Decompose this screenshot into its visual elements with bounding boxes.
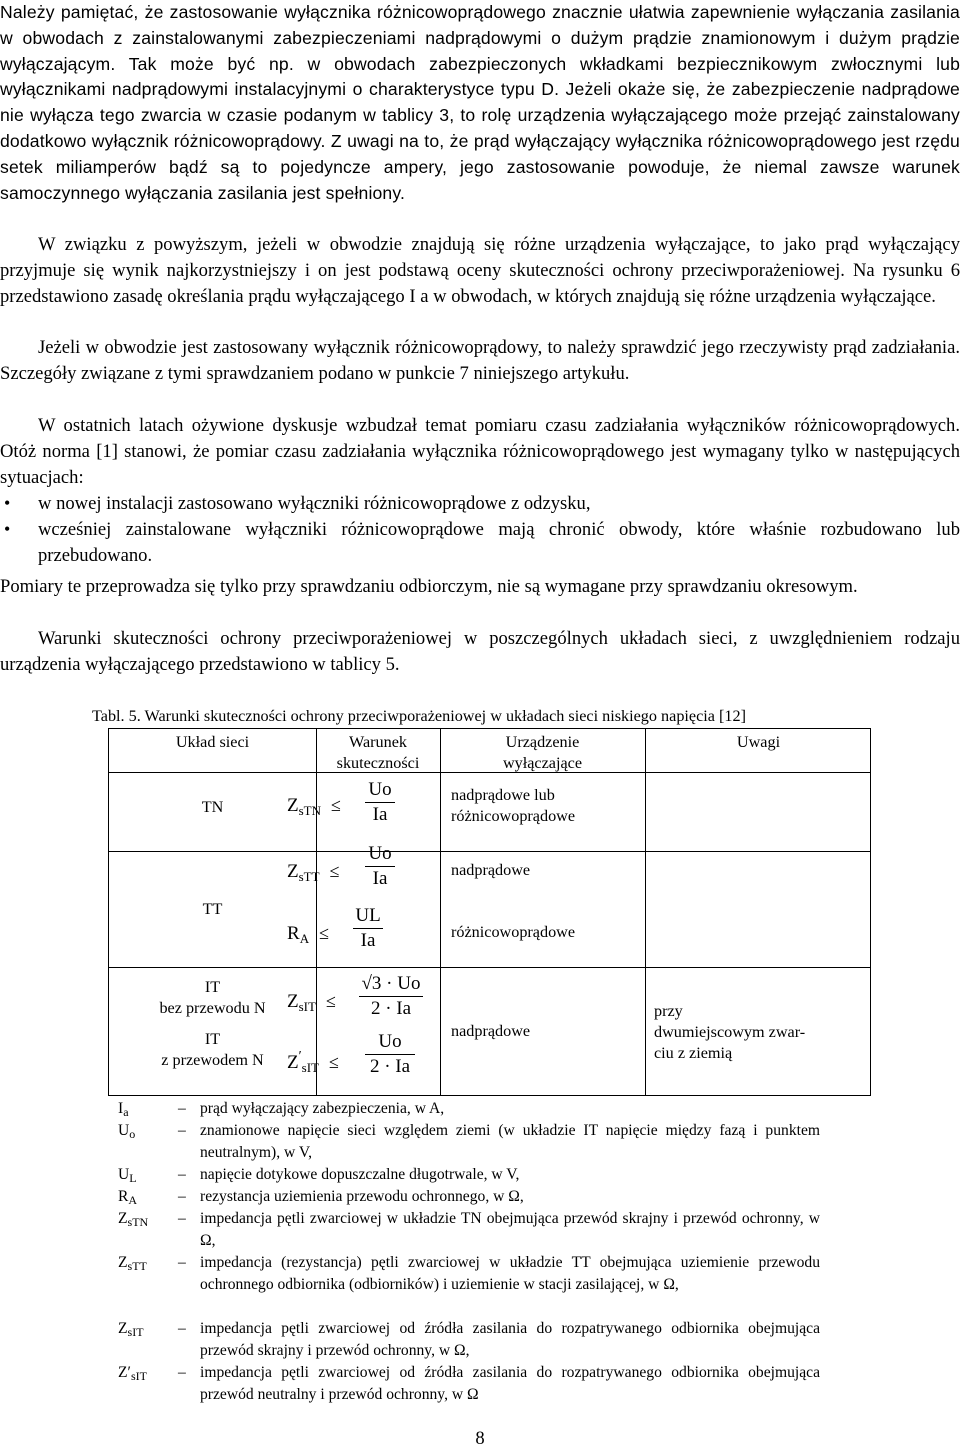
row-tn-device: nadprądowe lub różnicowoprądowe — [451, 786, 576, 825]
row-it-with-n: IT z przewodem N — [161, 1030, 264, 1069]
fraction-it1: √3 · Uo 2 · Ia — [359, 973, 423, 1020]
page-number: 8 — [475, 1428, 485, 1449]
list-item: • w nowej instalacji zastosowano wyłączniki różnicowoprądowe z odzysku, — [0, 491, 960, 517]
header-network: Układ sieci — [175, 733, 250, 751]
paragraph-measurements: Pomiary te przeprowadza się tylko przy sprawdzaniu odbiorczym, nie są wymagane przy sprawdzaniu okresowym. — [0, 576, 858, 597]
paragraph-rcd-time: W ostatnich latach ożywione dyskusje wzbudzał temat pomiaru czasu zadziałania wyłączników różnicowoprądowych. Otóż norma [1] stanowi, że pomiar czasu zadziałania wyłącznika różnicowoprądowego jest wymagany tylko w następujących sytuacjach: — [0, 415, 960, 488]
document-page: Należy pamiętać, że zastosowanie wyłącznika różnicowoprądowego znacznie ułatwia zapewnienie wyłączania zasilania w obwodach z zainstalowanymi zabezpieczeniami nadprądowymi o dużym prądzie znamionowym i dużym prądzie wyłączającym. Tak może być np. w obwodach zabezpieczonych wkładkami bezpiecznikowym zwłocznymi lub wyłącznikami nadprądowymi instalacyjnymi o charakterystyce typu D. Jeżeli okaże się, że zabezpieczenie nadprądowe nie wyłącza tego zwarcia w czasie podanym w tablicy 3, to rolę urządzenia wyłączającego może przejąć zainstalowany dodatkowo wyłącznik różnicowoprądowy. Z uwagi na to, że prąd wyłączający wyłącznika różnicowoprądowego jest rzędu setek miliamperów bądź są to pojedyncze ampery, jego zastosowanie powoduje, że niemal zawsze warunek samoczynnego wyłączania zasilania jest spełniony. W związku z powyższym, jeżeli w obwodzie znajdują się różne urządzenia wyłączające, to jako prąd wyłączający przyjmuje się wynik najkorzystniejszy i on jest podstawą oceny skuteczności ochrony przeciwporażeniowej. Na rysunku 6 przedstawiono zasadę określania prądu wyłączającego I a w obwodach, w których znajdują się różne urządzenia wyłączające. Jeżeli w obwodzie jest zastosowany wyłącznik różnicowoprądowy, to należy sprawdzić jego rzeczywisty prąd zadziałania. Szczegóły związane z tymi sprawdzaniem podano w punkcie 7 niniejszego artykułu. W ostatnich latach ożywione dyskusje wzbudzał temat pomiaru czasu zadziałania wyłączników różnicowoprądowych. Otóż norma [1] stanowi, że pomiar czasu zadziałania wyłącznika różnicowoprądowego jest wymagany tylko w następujących sytuacjach: • w nowej instalacji zastosowano wyłączniki różnicowoprądowe z odzysku, • wcześniej zainstalowane wyłączniki różnicowoprądowe mają chronić obwody, które właśnie rozbudowano lub przebudowano. Pomiary te przeprowadza się tylko przy sprawdzaniu odbiorczym, nie są wymagane przy sprawdzaniu okresowym. Warunki skuteczności ochrony przeciwporażeniowej w poszczególnych układach sieci, z uwzględnieniem rodzaju urządzenia wyłączającego przedstawiono w tablicy 5. Tabl. 5. Warunki skuteczności ochrony przeciwporażeniowej w układach sieci niskiego napięcia [12] Układ sieci Warunek skuteczności Urządzenie wyłączające Uwagi TN $Z_{sTN}$ ≤ Uo Ia nadprądowe lub różnicowoprądowe TT $Z_{sTT}$ ≤ Uo Ia nadprądowe $R_A$ ≤ UL Ia różnicowoprądowe IT bez przewodu N $Z_{sIT}$ ≤ √3 · Uo 2 · Ia IT z przewodem N $Z'_{sIT}$ ≤ Uo 2 · Ia nadprądowe przy dwumiejscowym zwar- ciu z ziemią Ia – prąd wyłączający zabezpieczenia, w A, Uo – znamionowe napięcie sieci względem ziemi (w układzie IT napięcie między fazą i punktem neutralnym), w V, UL – napięcie dotykowe dopuszczalne długotrwale, w V, RA – rezystancja uziemienia przewodu ochronnego, w Ω, ZsTN – impedancja pętli zwarciowej w układzie TN obejmująca przewód skrajny i przewód ochronny, w Ω, ZsTT – impedancja (rezystancja) pętli zwarciowej w układzie TT obejmująca uziemienie przewodu ochronnego odbiornika (odbiorników) i uziemienie w stacji zasilającej, w Ω, ZsIT – impedancja pętli zwarciowej od źródła zasilania do rozpatrywanego odbiornika obejmująca przewód skrajny i przewód ochronny, w Ω, Z′sIT – impedancja pętli zwarciowej od źródła zasilania do rozpatrywanego odbiornika obejmująca przewód neutralny i przewód ochronny, w Ω 8 — [0, 2, 960, 1449]
paragraph-table-ref: Warunki skuteczności ochrony przeciwporażeniowej w poszczególnych układach sieci, z uwzględnieniem rodzaju urządzenia wyłączającego przedstawiono w tablicy 5. — [0, 628, 960, 675]
fraction-it2: Uo 2 · Ia — [365, 1031, 415, 1078]
bullet-list — [0, 491, 960, 568]
paragraph-tripping-current: W związku z powyższym, jeżeli w obwodzie znajdują się różne urządzenia wyłączające, to jako prąd wyłączający przyjmuje się wynik najkorzystniejszy i on jest podstawą oceny skuteczności ochrony przeciwporażeniowej. Na rysunku 6 przedstawiono zasadę określania prądu wyłączającego I a w obwodach, w których znajdują się różne urządzenia wyłączające. — [0, 234, 960, 307]
row-it-device: nadprądowe — [451, 1022, 531, 1040]
header-device: Urządzenie wyłączające — [502, 733, 583, 772]
row-it-without-n: IT bez przewodu N — [159, 978, 266, 1017]
paragraph-rcd-intro: Należy pamiętać, że zastosowanie wyłącznika różnicowoprądowego znacznie ułatwia zapewnienie wyłączania zasilania w obwodach z zainstalowanymi zabezpieczeniami nadprądowymi o dużym prądzie znamionowym i dużym prądzie wyłączającym. Tak może być np. w obwodach zabezpieczonych wkładkami bezpiecznikowym zwłocznymi lub wyłącznikami nadprądowymi instalacyjnymi o charakterystyce typu D. Jeżeli okaże się, że zabezpieczenie nadprądowe nie wyłącza tego zwarcia w czasie podanym w tablicy 3, to rolę urządzenia wyłączającego może przejąć zainstalowany dodatkowo wyłącznik różnicowoprądowy. Z uwagi na to, że prąd wyłączający wyłącznika różnicowoprądowego jest rzędu setek miliamperów bądź są to pojedyncze ampery, jego zastosowanie powoduje, że niemal zawsze warunek samoczynnego wyłączania zasilania jest spełniony. — [0, 2, 960, 203]
bullet-icon: • — [4, 518, 11, 539]
row-tt-system: TT — [202, 900, 223, 918]
fraction-tt1: Uo Ia — [365, 843, 395, 890]
list-item: • wcześniej zainstalowane wyłączniki różnicowoprądowe mają chronić obwody, które właśnie rozbudowano lub przebudowano. — [4, 518, 960, 566]
protection-table — [108, 728, 871, 1096]
row-tt-device-rcd: różnicowoprądowe — [451, 923, 576, 941]
formula-it2: $Z'_{sIT}$ ≤ — [287, 1049, 339, 1075]
formula-tt2: $R_A$ ≤ — [287, 923, 329, 946]
header-notes: Uwagi — [736, 733, 781, 751]
formula-tt1: $Z_{sTT}$ ≤ — [287, 861, 340, 884]
formula-tn: $Z_{sTN}$ ≤ — [287, 795, 341, 818]
row-tn-system: TN — [201, 798, 224, 816]
table-caption: Tabl. 5. Warunki skuteczności ochrony przeciwporażeniowej w układach sieci niskiego napięcia [12] — [92, 707, 746, 725]
fraction-tt2: UL Ia — [353, 905, 383, 952]
paragraph-rcd-check: Jeżeli w obwodzie jest zastosowany wyłącznik różnicowoprądowy, to należy sprawdzić jego rzeczywisty prąd zadziałania. Szczegóły związane z tymi sprawdzaniem podano w punkcie 7 niniejszego artykułu. — [0, 337, 960, 384]
fraction-tn: Uo Ia — [365, 779, 395, 826]
formula-it1: $Z_{sIT}$ ≤ — [287, 991, 336, 1014]
header-condition: Warunek skuteczności — [336, 733, 420, 772]
row-tt-device-overcurrent: nadprądowe — [451, 861, 531, 879]
bullet-icon: • — [4, 493, 11, 513]
row-it-note: przy dwumiejscowym zwar- ciu z ziemią — [654, 1002, 806, 1062]
